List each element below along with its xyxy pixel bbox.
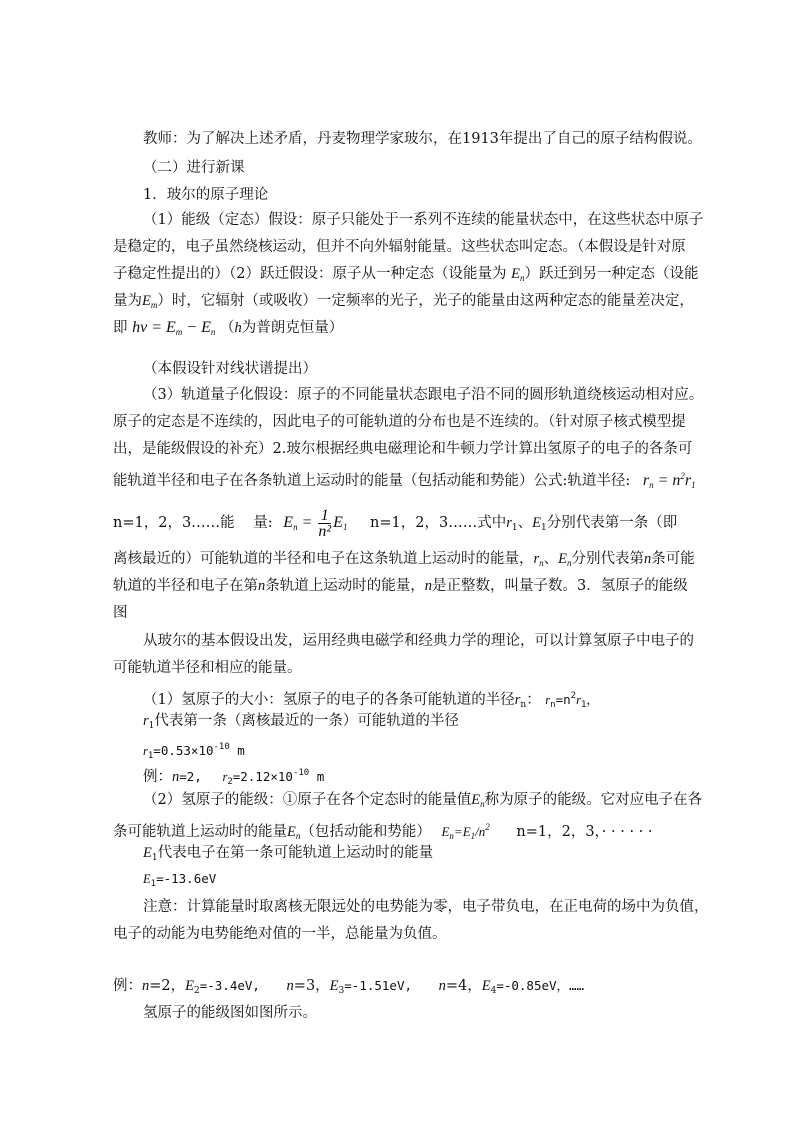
text: 4	[490, 986, 497, 996]
text: =2，	[149, 978, 186, 994]
text: n	[478, 824, 486, 839]
text: 1	[150, 879, 157, 889]
paragraph-line	[113, 603, 128, 623]
text: ，	[586, 692, 599, 707]
text: 例：	[113, 978, 142, 994]
text: n	[172, 769, 180, 785]
text: n	[258, 578, 266, 594]
paragraph-line	[113, 549, 695, 573]
text: （本假设针对线状谱提出）	[143, 361, 317, 377]
paragraph-line	[113, 817, 653, 846]
text: =4，	[445, 978, 482, 994]
text: n	[567, 558, 572, 568]
text: 条可能轨道上运动时的能量	[113, 824, 287, 840]
text: h	[234, 320, 242, 336]
text: 条可能	[651, 551, 695, 567]
text: 例：	[143, 769, 172, 785]
paragraph-line	[113, 264, 698, 288]
text: n	[438, 978, 446, 994]
paragraph-line	[113, 658, 302, 678]
text: n	[520, 700, 527, 710]
paragraph-line	[143, 790, 702, 814]
paragraph-line	[113, 439, 692, 459]
text: 1	[151, 853, 158, 863]
text: =2,	[179, 769, 202, 784]
radius-relation	[545, 691, 599, 710]
text: 子稳定性提出的）（2）跃迁假设：原子从一种定态（设能量为	[113, 266, 512, 282]
note-line	[113, 924, 447, 944]
text: n	[424, 578, 432, 594]
text: 1	[540, 523, 547, 534]
text: E	[287, 824, 296, 840]
text: =n	[555, 692, 571, 707]
text: =0.53×10	[153, 743, 214, 758]
text: E	[283, 514, 294, 532]
text: E	[185, 978, 194, 994]
text: 即	[113, 320, 128, 336]
text: 氢原子的能级图如图所示。	[143, 1005, 317, 1021]
text: m	[150, 300, 158, 310]
text: =-0.85eV，……	[496, 978, 585, 993]
ground-energy-value	[143, 871, 217, 889]
text: E	[462, 824, 471, 839]
text: =-13.6eV	[156, 871, 217, 886]
text: 1	[511, 523, 518, 534]
text: 量:	[253, 515, 273, 532]
text: 2	[570, 691, 577, 701]
text: r	[533, 551, 540, 567]
text: /	[475, 824, 479, 839]
text: m	[229, 743, 245, 758]
text: E	[558, 551, 568, 567]
paragraph-line	[143, 385, 703, 405]
text: n	[449, 831, 454, 841]
text: 为普朗克恒量）	[241, 320, 344, 336]
text: n	[142, 978, 150, 994]
text: E	[143, 872, 151, 886]
text: r	[576, 693, 581, 707]
text: （包括动能和势能）	[300, 824, 431, 840]
paragraph-line	[113, 466, 696, 495]
text: n	[649, 480, 654, 490]
text: r	[222, 770, 228, 784]
paragraph-line	[143, 1003, 317, 1023]
text: E	[142, 293, 151, 309]
text: E	[143, 845, 152, 861]
text: （	[219, 320, 235, 336]
subsection-heading	[143, 185, 268, 205]
paragraph-line	[143, 737, 245, 766]
text: （1）氢原子的大小：氢原子的电子的各条可能轨道的半径	[143, 692, 515, 708]
text: r	[684, 472, 692, 489]
text: ：	[526, 692, 541, 708]
text: （2）氢原子的能级：①原子在各个定态时的能量值	[143, 792, 472, 808]
text: 1	[342, 522, 348, 533]
section-heading-text: （二）进行新课	[143, 160, 245, 176]
text: n	[644, 551, 652, 567]
intro-paragraph	[143, 129, 702, 149]
paragraph-line	[143, 210, 703, 230]
text: =-1.51eV,	[344, 978, 412, 993]
intro-text: 教师：为了解决上述矛盾，丹麦物理学家玻尔，在1913年提出了自己的原子结构假说。	[143, 131, 702, 147]
text: n=1，2，3……能	[113, 515, 235, 532]
text: E	[329, 978, 339, 994]
text: 代表电子在第一条可能轨道上运动时的能量	[157, 845, 434, 861]
text: 1	[580, 700, 587, 710]
text: n=1，2，3……式中	[370, 515, 507, 532]
text: n	[286, 978, 294, 994]
text: =-3.4eV,	[199, 978, 260, 993]
subsection-heading-text: 1．玻尔的原子理论	[143, 187, 269, 203]
text: -10	[213, 742, 230, 752]
text: 图	[113, 605, 128, 621]
orbit-radius-formula	[643, 472, 696, 489]
paragraph-line	[143, 869, 216, 894]
text: 称为原子的能级。它对应电子在各	[484, 792, 703, 808]
radius-example	[222, 768, 325, 787]
text: 2	[227, 777, 233, 787]
text: n=1，2，3，· · · · · ·	[516, 824, 653, 840]
text: n	[480, 799, 485, 809]
text: =3，	[293, 978, 330, 994]
text: 分别代表第	[571, 551, 645, 567]
text: r	[143, 713, 149, 729]
numerator: 1	[318, 508, 331, 524]
text: n	[293, 522, 298, 533]
text: 1	[147, 751, 154, 761]
energy-difference-formula	[132, 319, 215, 336]
text: 2	[193, 986, 200, 996]
text: r	[143, 744, 148, 758]
text: 注意：计算能量时取离核无限远处的电势能为零，电子带负电，在正电荷的场中为负值，	[143, 899, 709, 915]
text: 电子的动能为电势能绝对值的一半，总能量为负值。	[113, 926, 447, 942]
paragraph-line	[113, 412, 686, 432]
paragraph-line	[113, 291, 694, 315]
text: 2	[485, 822, 490, 832]
fraction	[318, 508, 331, 539]
text: =	[297, 514, 317, 532]
paragraph-line	[143, 763, 324, 792]
note-line	[143, 897, 709, 917]
text: E	[471, 792, 481, 808]
paragraph-line	[143, 843, 433, 868]
text: 分别代表第一条（即	[546, 515, 678, 532]
text: （3）轨道量子化假设：原子的不同能量状态跟电子沿不同的圆形轨道绕核运动相对应。	[143, 387, 704, 403]
text: E	[532, 515, 541, 532]
text: r	[642, 472, 650, 489]
text: m	[175, 327, 183, 337]
text: 轨道的半径和电子在第	[113, 578, 258, 594]
text: m	[309, 769, 325, 784]
text: 1	[470, 831, 476, 841]
text: 是稳定的，电子虽然绕核运动，但并不向外辐射能量。这些状态叫定态。（本假设是针对原	[113, 239, 686, 255]
paragraph-line	[113, 318, 343, 342]
text: 3	[338, 986, 345, 996]
text: 、	[517, 515, 533, 532]
text: E	[511, 266, 520, 282]
text: r	[506, 515, 512, 532]
text: =	[453, 824, 463, 839]
text: E	[481, 978, 491, 994]
text: n	[295, 831, 301, 841]
text: 2	[680, 471, 685, 481]
energy-relation	[441, 824, 489, 839]
example-line	[113, 976, 584, 1001]
text: r	[514, 692, 521, 708]
text: = n	[653, 472, 681, 489]
text: n	[539, 558, 544, 568]
text: n	[210, 327, 216, 337]
text: r	[545, 693, 551, 707]
paragraph-line	[113, 576, 688, 596]
text: 代表第一条（离核最近的一条）可能轨道的半径	[154, 713, 459, 729]
text: 可能轨道半径和相应的能量。	[113, 660, 302, 676]
text: E	[441, 824, 450, 839]
text: 1	[691, 480, 696, 490]
text: 从玻尔的基本假设出发，运用经典电磁学和经典力学的理论，可以计算氢原子中电子的	[143, 633, 694, 649]
text: n	[519, 273, 525, 283]
text: 量为	[113, 293, 142, 309]
energy-level-formula	[283, 507, 348, 540]
text: E	[333, 514, 343, 532]
text: -10	[292, 768, 310, 778]
text: ）跃迁到另一种定态（设能	[524, 266, 699, 282]
text: （1）能级（定态）假设：原子只能处于一系列不连续的能量状态中，在这些状态中原子	[143, 212, 704, 228]
text: 条轨道上运动时的能量，	[265, 578, 425, 594]
text: n	[550, 700, 556, 710]
paragraph-line	[113, 237, 686, 257]
text: 1	[148, 721, 155, 731]
paragraph-line	[143, 359, 317, 379]
text: ）时，它辐射（或吸收）一定频率的光子，光子的能量由这两种定态的能量差决定，	[157, 293, 694, 309]
paragraph-line	[143, 631, 694, 651]
paragraph-line	[113, 508, 677, 539]
text: 是正整数，叫量子数。3．氢原子的能级	[432, 578, 688, 594]
paragraph-line	[143, 711, 459, 736]
bohr-radius-value	[143, 742, 245, 761]
text: 能轨道半径和电子在各条轨道上运动时的能量（包括动能和势能）公式:轨道半径:	[113, 473, 631, 489]
section-heading	[143, 158, 245, 178]
text: =2.12×10	[232, 769, 293, 784]
text: 、	[543, 551, 559, 567]
text: 离核最近的）可能轨道的半径和电子在这条轨道上运动时的能量，	[113, 551, 534, 567]
denominator: n²	[318, 523, 332, 540]
text: 出，是能级假设的补充）2.玻尔根据经典电磁理论和牛顿力学计算出氢原子的电子的各条可	[113, 441, 693, 457]
text: hν = E	[132, 319, 176, 336]
text: 原子的定态是不连续的，因此电子的可能轨道的分布也是不连续的。（针对原子核式模型提	[113, 414, 686, 430]
text: − E	[182, 319, 211, 336]
